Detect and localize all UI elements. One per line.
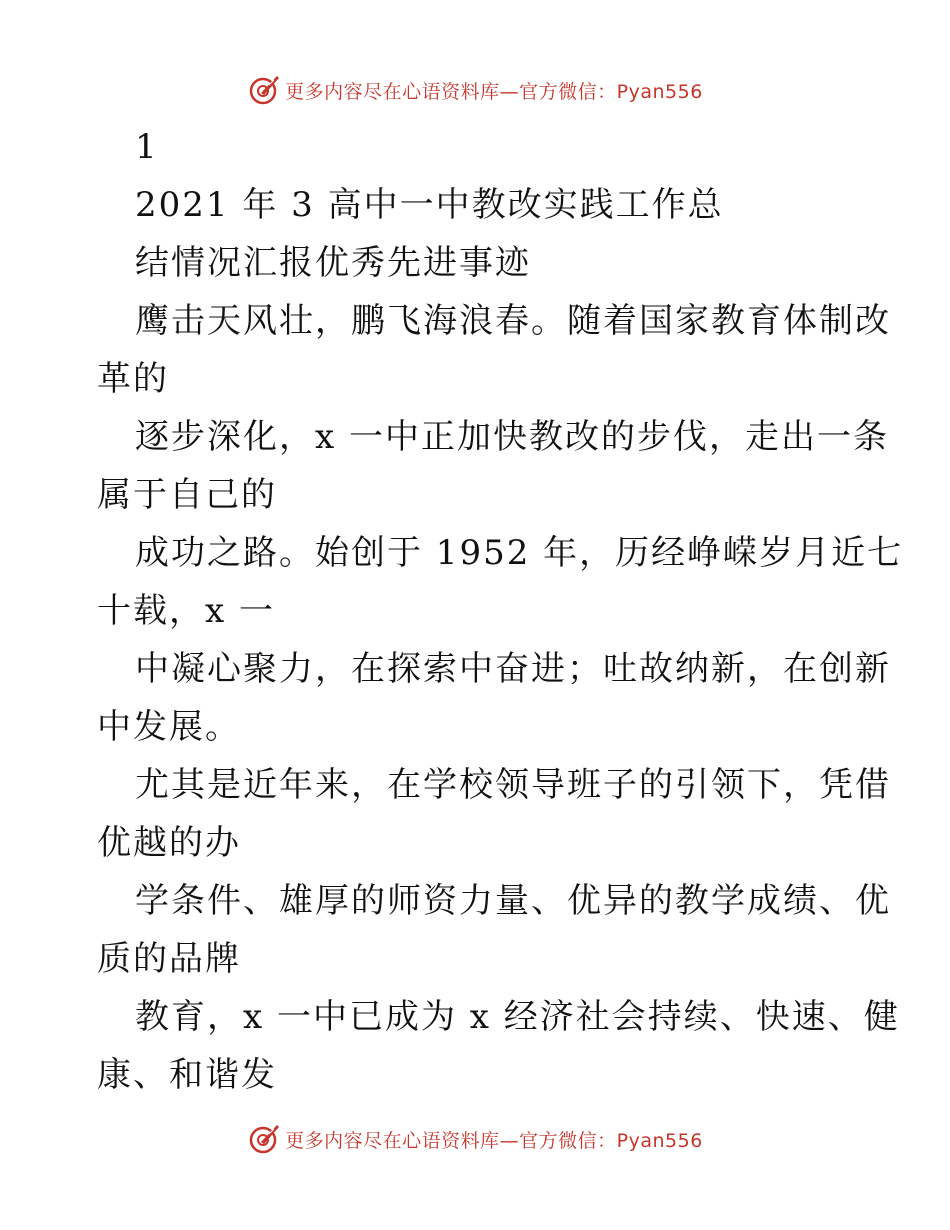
text-line: 鹰击天风壮，鹏飞海浪春。随着国家教育体制改 (135, 301, 891, 341)
footer-banner-text: 更多内容尽在心语资料库—官方微信：Pyan556 (285, 1129, 703, 1152)
quill-in-circle-icon (247, 73, 281, 107)
text-line: 学条件、雄厚的师资力量、优异的教学成绩、优 (135, 881, 891, 921)
quill-in-circle-icon (247, 1122, 281, 1156)
text-line: 革的 (97, 359, 169, 399)
text-line: 康、和谐发 (97, 1055, 277, 1095)
text-line: 逐步深化，x 一中正加快教改的步伐，走出一条 (135, 417, 889, 457)
text-line: 2021 年 3 高中一中教改实践工作总 (135, 185, 724, 225)
text-line: 中发展。 (97, 707, 241, 747)
text-line: 十载，x 一 (97, 591, 275, 631)
text-line: 中凝心聚力，在探索中奋进；吐故纳新，在创新 (135, 649, 891, 689)
text-line: 属于自己的 (97, 475, 277, 515)
footer-banner (0, 1119, 950, 1159)
text-line: 尤其是近年来，在学校领导班子的引领下，凭借 (135, 765, 891, 805)
document-body (97, 118, 904, 1104)
text-line: 成功之路。始创于 1952 年，历经峥嵘岁月近七 (135, 533, 904, 573)
text-line: 1 (135, 127, 159, 167)
header-banner-text: 更多内容尽在心语资料库—官方微信：Pyan556 (285, 80, 703, 103)
text-line: 教育，x 一中已成为 x 经济社会持续、快速、健 (135, 997, 900, 1037)
text-line: 质的品牌 (97, 939, 241, 979)
header-banner (0, 70, 950, 110)
text-line: 结情况汇报优秀先进事迹 (135, 243, 531, 283)
text-line: 优越的办 (97, 823, 241, 863)
